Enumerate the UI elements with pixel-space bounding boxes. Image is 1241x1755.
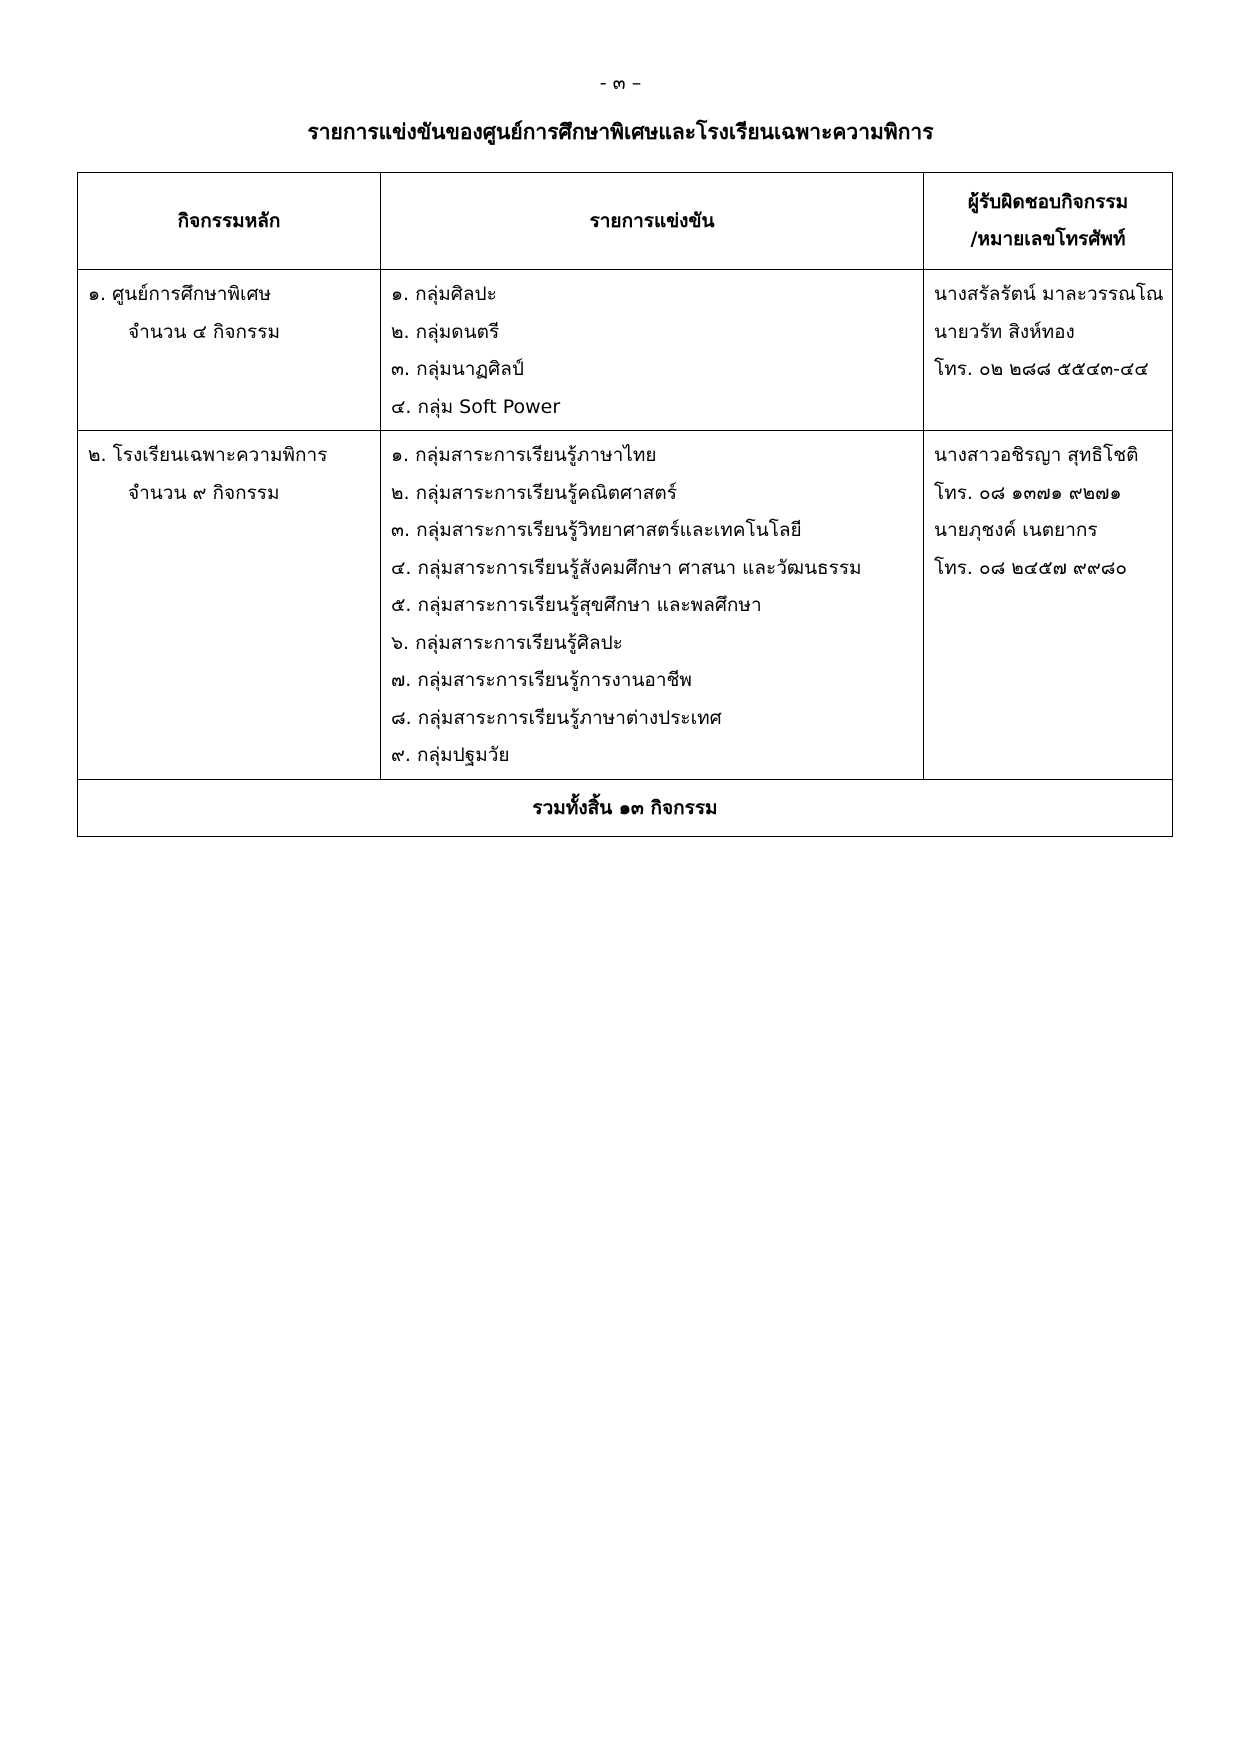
main-activity-count: จำนวน ๙ กิจกรรม	[128, 481, 280, 504]
contact-line: นายวรัท สิงห์ทอง	[934, 320, 1075, 343]
list-item: ๒. กลุ่มดนตรี	[391, 320, 500, 343]
contact-line: นางสรัลรัตน์ มาละวรรณโณ	[934, 283, 1164, 305]
header-contact-line2: /หมายเลขโทรศัพท์	[970, 228, 1126, 250]
table-row	[78, 270, 1173, 431]
list-item: ๑. กลุ่มสาระการเรียนรู้ภาษาไทย	[391, 444, 657, 466]
header-main-activity	[78, 173, 381, 270]
competition-table	[77, 172, 1173, 837]
list-item: ๒. กลุ่มสาระการเรียนรู้คณิตศาสตร์	[391, 481, 677, 504]
main-activity-count: จำนวน ๔ กิจกรรม	[128, 320, 280, 343]
list-item: ๓. กลุ่มนาฏศิลป์	[391, 358, 524, 380]
header-contact-line1: ผู้รับผิดชอบกิจกรรม	[967, 191, 1129, 213]
contact-line: โทร. ๐๘ ๒๔๕๗ ๙๙๘๐	[934, 556, 1128, 579]
list-item: ๗. กลุ่มสาระการเรียนรู้การงานอาชีพ	[391, 669, 692, 691]
contact-line: นายภุชงค์ เนตยากร	[934, 519, 1098, 541]
contact-line: โทร. ๐๒ ๒๘๘ ๕๕๔๓-๔๔	[934, 358, 1149, 380]
list-item: ๘. กลุ่มสาระการเรียนรู้ภาษาต่างประเทศ	[391, 706, 722, 729]
total-label: รวมทั้งสิ้น ๑๓ กิจกรรม	[532, 796, 718, 819]
table-header-row	[78, 173, 1173, 270]
list-item: ๕. กลุ่มสาระการเรียนรู้สุขศึกษา และพลศึกษา	[391, 594, 762, 616]
list-item: ๓. กลุ่มสาระการเรียนรู้วิทยาศาสตร์และเทคโนโลยี	[391, 519, 802, 541]
header-items-label: รายการแข่งขัน	[589, 209, 715, 232]
contact-cell	[924, 270, 1173, 431]
table-row	[78, 431, 1173, 780]
main-activity-title: ๑. ศูนย์การศึกษาพิเศษ	[88, 283, 272, 305]
main-activity-cell	[78, 431, 381, 780]
contact-line: นางสาวอชิรญา สุทธิโชติ	[934, 444, 1139, 466]
list-item: ๔. กลุ่มสาระการเรียนรู้สังคมศึกษา ศาสนา และวัฒนธรรม	[391, 556, 862, 579]
total-row	[78, 779, 1173, 836]
list-item: ๙. กลุ่มปฐมวัย	[391, 744, 510, 766]
list-item: ๑. กลุ่มศิลปะ	[391, 283, 497, 305]
list-item: ๔. กลุ่ม Soft Power	[391, 395, 561, 418]
header-main-label: กิจกรรมหลัก	[177, 209, 281, 232]
contact-cell	[924, 431, 1173, 780]
competition-items-cell	[381, 270, 924, 431]
contact-line: โทร. ๐๘ ๑๓๗๑ ๙๒๗๑	[934, 481, 1122, 504]
main-activity-title: ๒. โรงเรียนเฉพาะความพิการ	[88, 444, 328, 466]
competition-items-cell	[381, 431, 924, 780]
page-number: - ๓ –	[599, 72, 642, 94]
main-activity-cell	[78, 270, 381, 431]
list-item: ๖. กลุ่มสาระการเรียนรู้ศิลปะ	[391, 631, 623, 654]
total-cell	[78, 779, 1173, 836]
header-contact	[924, 173, 1173, 270]
header-competition-items	[381, 173, 924, 270]
document-title: รายการแข่งขันของศูนย์การศึกษาพิเศษและโรงเรียนเฉพาะความพิการ	[307, 120, 934, 144]
